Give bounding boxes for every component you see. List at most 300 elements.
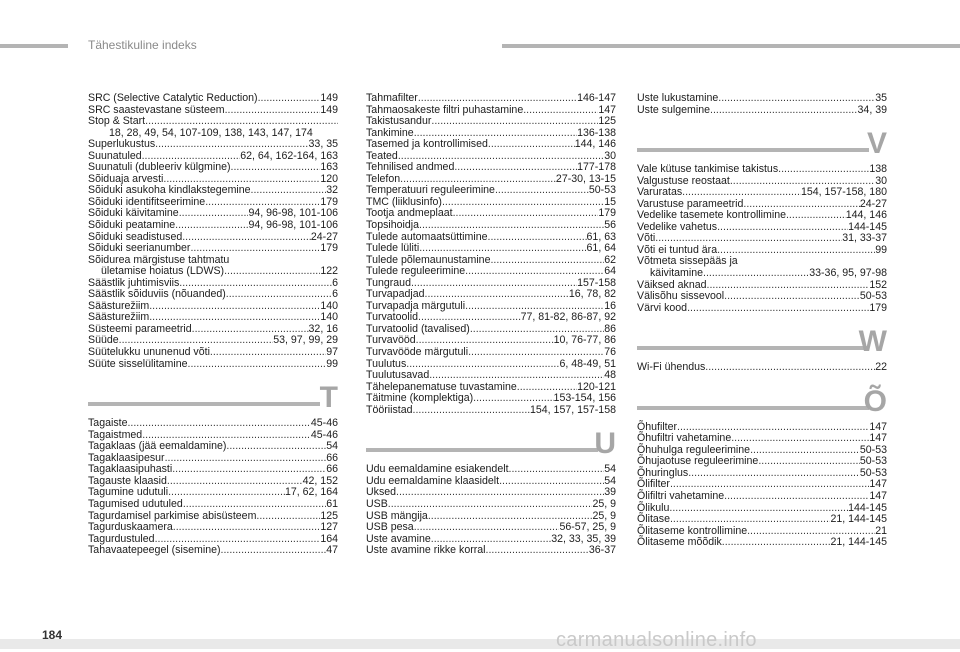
entry-leader-dots	[687, 303, 869, 315]
entry-pages: 144, 146	[574, 138, 616, 151]
entry-pages: 97	[326, 346, 338, 359]
entry-pages: 99	[875, 243, 887, 256]
entry-pages: 22	[875, 361, 887, 374]
entry-leader-dots	[718, 93, 875, 105]
entry-leader-dots	[226, 289, 332, 301]
index-entry	[88, 347, 338, 359]
index-entry	[366, 545, 616, 557]
entry-term: Tagaiste	[88, 417, 128, 430]
entry-pages: 56	[604, 219, 616, 232]
entry-pages: 54	[604, 463, 616, 476]
entry-leader-dots	[414, 522, 560, 534]
entry-pages: 125	[320, 509, 338, 522]
entry-leader-dots	[188, 359, 327, 371]
index-entry	[88, 93, 338, 105]
entry-term: käivitamine	[650, 267, 703, 280]
entry-term: Tankimine	[366, 126, 414, 139]
entry-pages: 21	[875, 524, 887, 537]
entry-term: Uste avamine rikke korral	[366, 544, 486, 557]
index-entry-line: Võtmeta sissepääs ja	[637, 255, 738, 268]
entry-pages: 24-27	[859, 197, 887, 210]
entry-pages: 53, 97, 99, 29	[273, 334, 338, 347]
entry-pages: 15	[604, 195, 616, 208]
entry-term: Õhuhulga reguleerimine	[637, 443, 751, 456]
entry-leader-dots	[731, 433, 869, 445]
entry-term: Sõiduki identifitseerimine	[88, 195, 206, 208]
index-entry	[366, 220, 616, 232]
entry-leader-dots	[670, 514, 830, 526]
index-entry	[637, 93, 887, 105]
entry-term: Turvapadja märgutuli	[366, 299, 466, 312]
entry-term: Stop & Start	[88, 115, 146, 128]
entry-leader-dots	[145, 116, 338, 128]
entry-leader-dots	[495, 185, 589, 197]
entry-pages: 147	[869, 420, 887, 433]
entry-leader-dots	[429, 370, 604, 382]
entry-pages: 179	[869, 301, 887, 314]
entry-term: Sõiduki käivitamine	[88, 207, 179, 220]
entry-term: Tehnilised andmed	[366, 161, 455, 174]
entry-leader-dots	[413, 405, 530, 417]
entry-leader-dots	[707, 280, 870, 292]
entry-leader-dots	[127, 418, 310, 430]
section-letter: Õ	[863, 384, 887, 418]
section-header	[637, 314, 887, 362]
index-entry	[637, 537, 887, 549]
entry-leader-dots	[488, 232, 587, 244]
header-rule-right	[502, 44, 960, 48]
index-entry	[88, 359, 338, 371]
index-entry	[637, 291, 887, 303]
entry-term: USB	[366, 497, 388, 510]
entry-term: Tagurdustuled	[88, 532, 155, 545]
entry-leader-dots	[722, 537, 831, 549]
entry-term: Tootja andmeplaat	[366, 207, 453, 220]
entry-term: Õlitase	[637, 513, 670, 526]
entry-term: Sõiduaja arvesti	[88, 172, 164, 185]
entry-term: Tagaklaas (jää eemaldamine)	[88, 440, 227, 453]
entry-term: Õlifiltri vahetamine	[637, 490, 725, 503]
entry-pages: 144-145	[848, 220, 887, 233]
entry-term: TMC (liiklusinfo)	[366, 195, 442, 208]
entry-leader-dots	[182, 232, 311, 244]
entry-pages: 33-36, 95, 97-98	[809, 267, 887, 280]
entry-pages: 152	[869, 278, 887, 291]
index-entry	[637, 105, 887, 117]
entry-term: Uksed	[366, 486, 397, 499]
entry-term: Süüde	[88, 334, 119, 347]
entry-term: Väiksed aknad	[637, 278, 707, 291]
section-rule	[366, 448, 598, 452]
entry-pages: 56-57, 25, 9	[559, 521, 616, 534]
entry-term: Värvi kood	[637, 301, 688, 314]
index-entry	[88, 522, 338, 534]
entry-pages: 146-147	[577, 92, 616, 104]
entry-pages: 30	[604, 149, 616, 162]
entry-pages: 32	[326, 184, 338, 197]
entry-leader-dots	[523, 105, 598, 117]
entry-term: Tagurduskaamera	[88, 521, 173, 534]
index-entry	[366, 139, 616, 151]
entry-pages: 35	[875, 92, 887, 104]
entry-pages: 94, 96-98, 101-106	[248, 219, 338, 232]
entry-term: Säästurežiim	[88, 311, 150, 324]
index-column-3	[637, 93, 887, 549]
entry-term: Säästlik juhtimisviis	[88, 276, 180, 289]
entry-term: Turvavööde märgutuli	[366, 346, 469, 359]
entry-pages: 50-53	[588, 184, 616, 197]
index-entry	[366, 116, 616, 128]
entry-leader-dots	[396, 487, 604, 499]
entry-term: Suunatuled	[88, 149, 142, 162]
entry-pages: 147	[869, 432, 887, 445]
entry-term: Tagumine udutuli	[88, 486, 169, 499]
index-entry	[88, 139, 338, 151]
entry-term: Vedelike vahetus	[637, 220, 718, 233]
entry-pages: 54	[326, 440, 338, 453]
entry-pages: 86	[604, 322, 616, 335]
entry-term: Võti ei tuntud ära	[637, 243, 718, 256]
entry-pages: 147	[598, 103, 616, 116]
entry-term: Õlitaseme kontrollimine	[637, 524, 748, 537]
entry-pages: 50-53	[859, 466, 887, 479]
entry-pages: 39	[604, 486, 616, 499]
entry-leader-dots	[717, 222, 848, 234]
entry-term: Wi-Fi ühendus	[637, 361, 706, 374]
entry-term: Õhuringlus	[637, 466, 689, 479]
entry-term: Sõiduki seadistused	[88, 230, 183, 243]
entry-pages: 50-53	[859, 290, 887, 303]
entry-leader-dots	[406, 359, 559, 371]
entry-pages: 61, 63	[586, 230, 616, 243]
entry-pages: 147	[869, 490, 887, 503]
entry-pages: 164	[320, 532, 338, 545]
entry-pages: 153-154, 156	[553, 392, 616, 405]
entry-pages: 66	[326, 463, 338, 476]
entry-leader-dots	[682, 187, 801, 199]
index-entry	[366, 487, 616, 499]
index-entry	[366, 243, 616, 255]
entry-leader-dots	[175, 220, 248, 232]
section-rule	[88, 402, 320, 406]
entry-term: Tagaklaasipesur	[88, 451, 165, 464]
entry-leader-dots	[453, 208, 599, 220]
entry-term: Tahmaosakeste filtri puhastamine	[366, 103, 524, 116]
header-rule-left	[0, 44, 68, 48]
entry-leader-dots	[221, 545, 327, 557]
entry-leader-dots	[173, 522, 321, 534]
entry-pages: 154, 157, 157-158	[529, 403, 616, 416]
section-rule	[637, 346, 869, 350]
entry-pages: 138	[869, 163, 887, 176]
entry-pages: 31, 33-37	[842, 232, 887, 245]
entry-leader-dots	[258, 93, 321, 105]
index-entry	[637, 491, 887, 503]
entry-pages: 120-121	[577, 380, 616, 393]
entry-pages: 30	[875, 174, 887, 187]
entry-term: Superlukustus	[88, 138, 156, 151]
index-entry	[366, 522, 616, 534]
index-entry	[88, 499, 338, 511]
entry-pages: 32, 16	[308, 322, 338, 335]
entry-leader-dots	[488, 139, 575, 151]
entry-pages: 16, 78, 82	[568, 288, 616, 301]
entry-leader-dots	[224, 266, 320, 278]
entry-term: Tagauste klaasid	[88, 474, 167, 487]
entry-term: Tungraud	[366, 276, 411, 289]
index-entry	[637, 164, 887, 176]
entry-pages: 149	[320, 103, 338, 116]
section-letter: T	[319, 381, 338, 415]
entry-term: SRC (Selective Catalytic Reduction)	[88, 92, 258, 104]
entry-term: Õlitaseme mõõdik	[637, 536, 722, 549]
entry-term: Säästlik sõiduviis (nõuanded)	[88, 288, 226, 301]
entry-pages: 177-178	[577, 161, 616, 174]
entry-term: Tagaistmed	[88, 428, 143, 441]
entry-term: Õlifilter	[637, 478, 670, 491]
entry-pages: 76	[604, 346, 616, 359]
entry-leader-dots	[388, 499, 593, 511]
entry-term: Varustuse parameetrid	[637, 197, 744, 210]
entry-term: Tulede lüliti	[366, 242, 420, 255]
entry-term: Välisõhu sissevool	[637, 290, 725, 303]
entry-leader-dots	[225, 105, 321, 117]
footer-bar	[0, 639, 960, 649]
entry-leader-dots	[168, 487, 285, 499]
entry-term: Täitmine (komplektiga)	[366, 392, 474, 405]
entry-pages: 50-53	[859, 455, 887, 468]
entry-pages: 122	[320, 265, 338, 278]
entry-leader-dots	[703, 268, 809, 280]
entry-term: Topsihoidja	[366, 219, 420, 232]
entry-term: Tuulutus	[366, 357, 407, 370]
entry-term: Sõiduki peatamine	[88, 219, 176, 232]
index-entry	[366, 370, 616, 382]
entry-leader-dots	[256, 511, 320, 523]
entry-leader-dots	[710, 105, 858, 117]
entry-term: Turvatoolid	[366, 311, 419, 324]
entry-leader-dots	[669, 503, 848, 515]
entry-term: Tasemed ja kontrollimised	[366, 138, 488, 151]
entry-pages: 27-30, 13-15	[555, 172, 616, 185]
entry-pages: 24-27	[310, 230, 338, 243]
entry-pages: 127	[320, 521, 338, 534]
entry-leader-dots	[688, 468, 860, 480]
entry-term: Turvatoolid (tavalised)	[366, 322, 470, 335]
entry-pages: 34, 39	[857, 103, 887, 116]
entry-term: Valgustuse reostaat	[637, 174, 730, 187]
entry-pages: 36-37	[588, 544, 616, 557]
entry-term: Tuulutusavad	[366, 369, 430, 382]
entry-leader-dots	[750, 445, 860, 457]
entry-pages: 33, 35	[308, 138, 338, 151]
entry-term: Õhujaotuse reguleerimine	[637, 455, 759, 468]
entry-term: Tulede põlemaunustamine	[366, 253, 491, 266]
entry-leader-dots	[226, 441, 326, 453]
section-header	[366, 416, 616, 464]
index-entry	[366, 405, 616, 417]
entry-pages: 50-53	[859, 443, 887, 456]
entry-pages: 66	[326, 451, 338, 464]
index-entry	[637, 362, 887, 374]
header-title: Tähestikuline indeks	[88, 38, 197, 52]
entry-term: Teated	[366, 149, 398, 162]
entry-term: Tahavaatepeegel (sisemine)	[88, 544, 221, 557]
section-header	[637, 116, 887, 164]
entry-term: Tagaklaasipuhasti	[88, 463, 173, 476]
entry-pages: 10, 76-77, 86	[553, 334, 616, 347]
entry-pages: 179	[320, 195, 338, 208]
section-rule	[637, 148, 869, 152]
entry-term: Udu eemaldamine klaasidelt	[366, 474, 500, 487]
entry-term: Tahmafilter	[366, 92, 418, 104]
entry-term: Suunatuli (dubleeriv külgmine)	[88, 161, 231, 174]
entry-term: Süsteemi parameetrid	[88, 322, 192, 335]
entry-pages: 147	[869, 478, 887, 491]
entry-leader-dots	[786, 210, 846, 222]
entry-pages: 140	[320, 311, 338, 324]
entry-term: Tagurdamisel parkimise abisüsteem	[88, 509, 257, 522]
section-header	[88, 370, 338, 418]
index-column-2	[366, 93, 616, 557]
entry-leader-dots	[418, 93, 577, 105]
page-header	[0, 0, 960, 60]
entry-leader-dots	[490, 255, 604, 267]
index-entry	[637, 468, 887, 480]
entry-leader-dots	[724, 291, 860, 303]
entry-pages: 6, 48-49, 51	[559, 357, 616, 370]
entry-leader-dots	[419, 220, 604, 232]
entry-leader-dots	[183, 499, 326, 511]
entry-pages: 16	[604, 299, 616, 312]
index-entry	[88, 116, 338, 128]
entry-leader-dots	[231, 162, 321, 174]
entry-leader-dots	[468, 347, 604, 359]
entry-term: Tähelepanematuse tuvastamine	[366, 380, 517, 393]
entry-pages: 17, 62, 164	[284, 486, 338, 499]
entry-pages: 136-138	[577, 126, 616, 139]
entry-leader-dots	[149, 301, 320, 313]
entry-leader-dots	[411, 278, 577, 290]
entry-pages: 64	[604, 265, 616, 278]
index-entry	[88, 220, 338, 232]
entry-term: Takistusandur	[366, 115, 432, 128]
entry-term: Turvapadjad	[366, 288, 425, 301]
entry-term: Süütelukku ununenud võti	[88, 346, 210, 359]
entry-term: SRC saastevastane süsteem	[88, 103, 225, 116]
entry-pages: 94, 96-98, 101-106	[248, 207, 338, 220]
entry-leader-dots	[251, 185, 327, 197]
entry-pages: 45-46	[310, 417, 338, 430]
entry-pages: 157-158	[577, 276, 616, 289]
entry-leader-dots	[190, 243, 320, 255]
entry-leader-dots	[778, 164, 869, 176]
entry-pages: 120	[320, 172, 338, 185]
entry-pages: 25, 9	[592, 509, 616, 522]
entry-pages: 48	[604, 369, 616, 382]
entry-leader-dots	[486, 545, 589, 557]
entry-pages: 77, 81-82, 86-87, 92	[520, 311, 616, 324]
index-entry	[88, 545, 338, 557]
entry-term: Temperatuuri reguleerimine	[366, 184, 495, 197]
entry-leader-dots	[431, 116, 598, 128]
index-entry	[637, 303, 887, 315]
index-entry	[366, 93, 616, 105]
entry-leader-dots	[499, 476, 604, 488]
entry-term: Uste sulgemine	[637, 103, 711, 116]
entry-term: ületamise hoiatus (LDWS)	[101, 265, 225, 278]
index-entry	[88, 418, 338, 430]
entry-leader-dots	[210, 347, 326, 359]
entry-pages: 25, 9	[592, 497, 616, 510]
entry-term: Vedelike tasemete kontrollimine	[637, 209, 786, 222]
entry-pages: 62, 64, 162-164, 163	[240, 149, 338, 162]
entry-term: Telefon	[366, 172, 401, 185]
entry-pages: 125	[598, 115, 616, 128]
entry-leader-dots	[419, 243, 586, 255]
entry-term: Turvavööd	[366, 334, 416, 347]
entry-term: Õlikulu	[637, 501, 670, 514]
entry-term: Õhufiltri vahetamine	[637, 432, 732, 445]
index-entry	[366, 499, 616, 511]
entry-pages: 154, 157-158, 180	[800, 186, 887, 199]
index-entry	[366, 347, 616, 359]
index-entry-continuation: 18, 28, 49, 54, 107-109, 138, 143, 147, 174	[109, 126, 313, 139]
entry-pages: 140	[320, 299, 338, 312]
entry-pages: 21, 144-145	[830, 513, 887, 526]
section-rule	[637, 406, 869, 410]
entry-pages: 6	[332, 288, 338, 301]
section-letter: V	[866, 127, 887, 161]
entry-term: USB mängija	[366, 509, 428, 522]
entry-pages: 45-46	[310, 428, 338, 441]
entry-term: USB pesa	[366, 521, 414, 534]
entry-term: Tulede automaatsüttimine	[366, 230, 488, 243]
entry-leader-dots	[165, 453, 327, 465]
entry-term: Tagumised udutuled	[88, 497, 183, 510]
entry-term: Uste lukustamine	[637, 92, 719, 104]
entry-pages: 61, 64	[586, 242, 616, 255]
entry-term: Udu eemaldamine esiakendelt	[366, 463, 509, 476]
entry-leader-dots	[758, 456, 860, 468]
page-number: 184	[42, 628, 63, 642]
section-letter: U	[594, 427, 616, 461]
index-column-1	[88, 93, 338, 557]
entry-term: Sõiduki asukoha kindlakstegemine	[88, 184, 251, 197]
entry-leader-dots	[705, 362, 875, 374]
entry-term: Võti	[637, 232, 656, 245]
entry-leader-dots	[509, 464, 605, 476]
entry-pages: 144, 146	[845, 209, 887, 222]
entry-leader-dots	[155, 139, 308, 151]
entry-term: Tulede reguleerimine	[366, 265, 466, 278]
entry-term: Vale kütuse tankimise takistus	[637, 163, 779, 176]
entry-pages: 6	[332, 276, 338, 289]
index-entry	[637, 514, 887, 526]
entry-term: Säästurežiim	[88, 299, 150, 312]
entry-term: Varuratas	[637, 186, 683, 199]
entry-pages: 21, 144-145	[830, 536, 887, 549]
entry-leader-dots	[179, 208, 249, 220]
entry-pages: 54	[604, 474, 616, 487]
entry-pages: 32, 33, 35, 39	[551, 532, 616, 545]
entry-pages: 179	[598, 207, 616, 220]
entry-term: Süüte sisselülitamine	[88, 357, 188, 370]
entry-pages: 42, 152	[302, 474, 338, 487]
entry-pages: 99	[326, 357, 338, 370]
entry-leader-dots	[167, 476, 303, 488]
section-header	[637, 374, 887, 422]
